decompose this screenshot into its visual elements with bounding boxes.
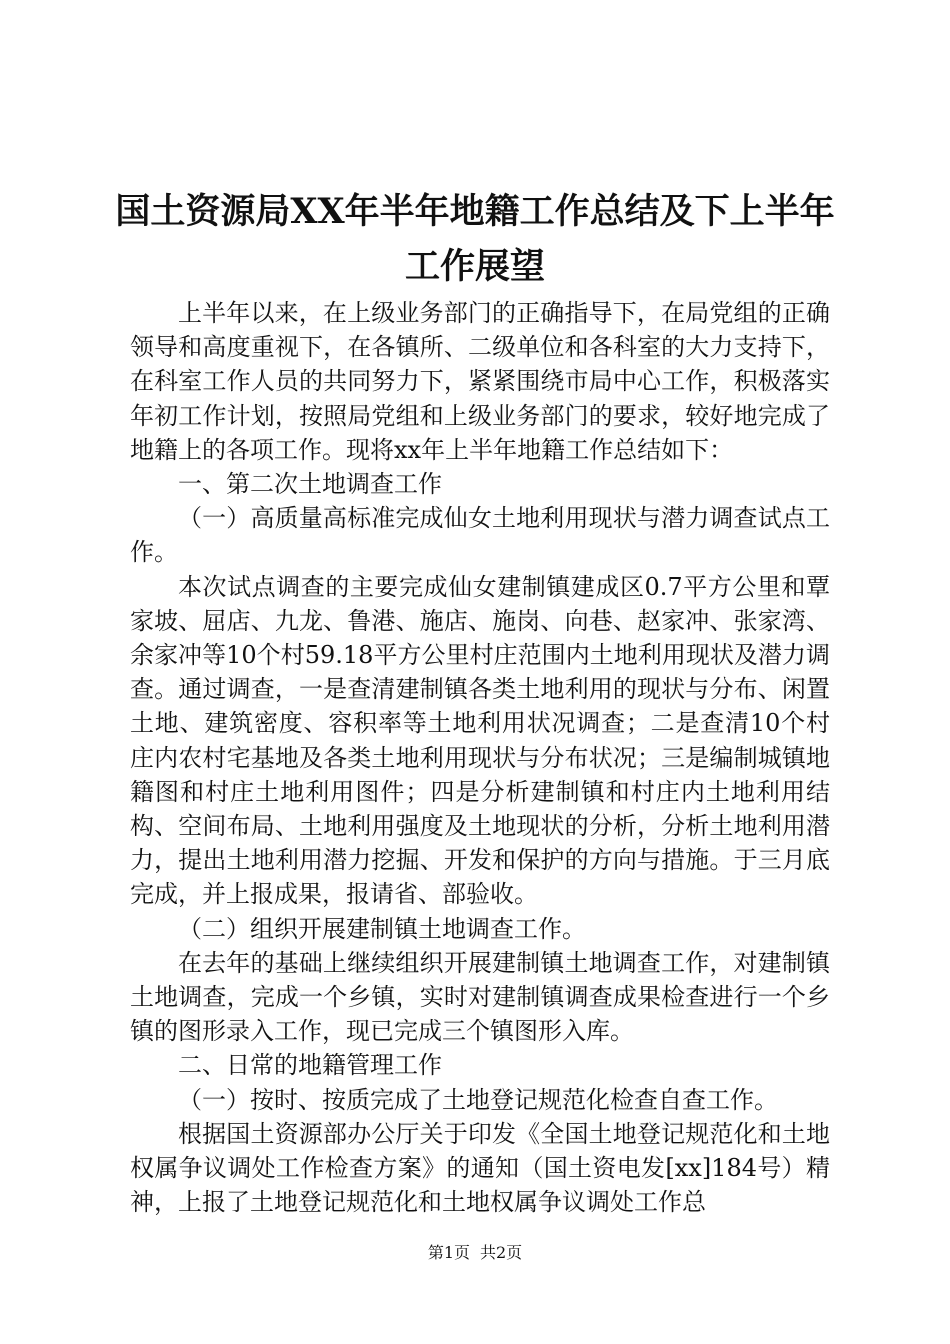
paragraph-registration-check: 根据国土资源部办公厅关于印发《全国土地登记规范化和土地权属争议调处工作检查方案》的通知（国土资电发[xx]184号）精神，上报了土地登记规范化和土地权属争议调处工作总	[130, 1119, 830, 1217]
subsection-heading-2-1: （一）按时、按质完成了土地登记规范化检查自查工作。	[178, 1085, 778, 1114]
page-footer	[0, 1243, 950, 1263]
page-number: 第1页	[427, 1243, 470, 1262]
page-total: 共2页	[480, 1243, 523, 1262]
document-body	[130, 296, 830, 1219]
section-heading-1: 一、第二次土地调查工作	[178, 470, 442, 499]
subsection-heading-1-2: （二）组织开展建制镇土地调查工作。	[178, 914, 586, 943]
subsection-heading-1-1: （一）高质量高标准完成仙女土地利用现状与潜力调查试点工作。	[130, 504, 830, 567]
paragraph-intro: 上半年以来，在上级业务部门的正确指导下，在局党组的正确领导和高度重视下，在各镇所、二级单位和各科室的大力支持下，在科室工作人员的共同努力下，紧紧围绕市局中心工作，积极落实年初工作计划，按照局党组和上级业务部门的要求，较好地完成了地籍上的各项工作。现将xx年上半年地籍工作总结如下：	[130, 299, 830, 464]
section-heading-2: 二、日常的地籍管理工作	[178, 1051, 442, 1080]
paragraph-pilot-survey: 本次试点调查的主要完成仙女建制镇建成区0.7平方公里和覃家坡、屈店、九龙、鲁港、施店、施岗、向巷、赵家冲、张家湾、余家冲等10个村59.18平方公里村庄范围内土地利用现状及潜力调查。通过调查，一是查清建制镇各类土地利用的现状与分布、闲置土地、建筑密度、容积率等土地利用状况调查；二是查清10个村庄内农村宅基地及各类土地利用现状与分布状况；三是编制城镇地籍图和村庄土地利用图件；四是分析建制镇和村庄内土地利用结构、空间布局、土地利用强度及土地现状的分析，分析土地利用潜力，提出土地利用潜力挖掘、开发和保护的方向与措施。于三月底完成，并上报成果，报请省、部验收。	[130, 572, 830, 909]
document-title: 国土资源局XX年半年地籍工作总结及下上半年工作展望	[115, 191, 835, 287]
paragraph-town-survey: 在去年的基础上继续组织开展建制镇土地调查工作，对建制镇土地调查，完成一个乡镇，实时对建制镇调查成果检查进行一个乡镇的图形录入工作，现已完成三个镇图形入库。	[130, 948, 830, 1046]
